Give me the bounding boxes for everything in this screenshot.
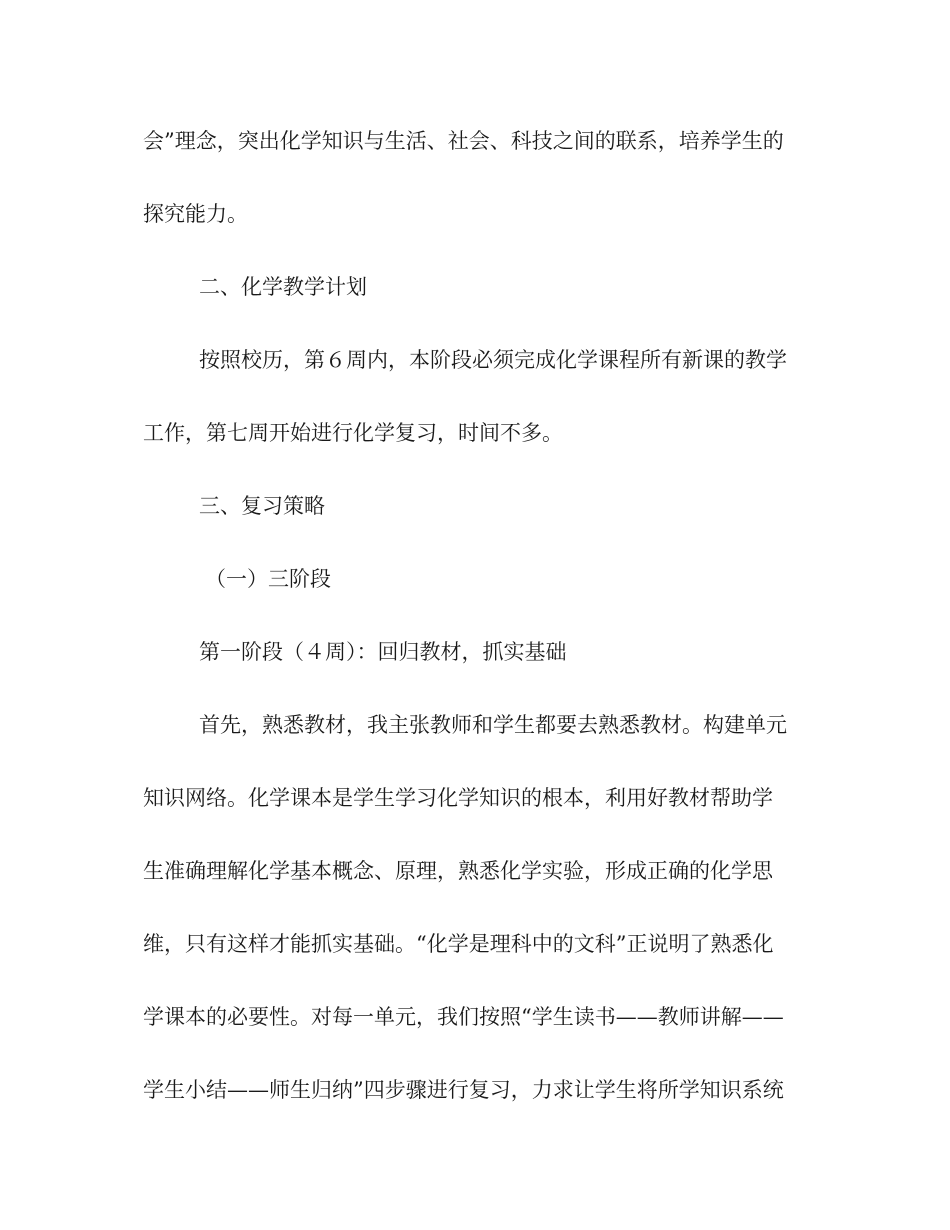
text-line: 按照校历，第６周内，本阶段必须完成化学课程所有新课的教学 [199,348,787,372]
text-line: 首先，熟悉教材，我主张教师和学生都要去熟悉教材。构建单元 [199,713,787,737]
text-line: 学生小结——师生归纳”四步骤进行复习，力求让学生将所学知识系统 [143,1078,784,1102]
subsection-heading: （一）三阶段 [205,567,331,591]
text-line: 工作，第七周开始进行化学复习，时间不多。 [143,421,563,445]
subsection-heading: 第一阶段（４周）：回归教材，抓实基础 [199,640,567,664]
section-heading: 三、复习策略 [199,494,325,518]
text-line: 学课本的必要性。对每一单元，我们按照“学生读书——教师讲解—— [143,1005,784,1029]
text-line: 知识网络。化学课本是学生学习化学知识的根本，利用好教材帮助学 [143,786,773,810]
text-line: 探究能力。 [143,202,248,226]
text-line: 会”理念，突出化学知识与生活、社会、科技之间的联系，培养学生的 [143,129,784,153]
text-line: 维，只有这样才能抓实基础。“化学是理科中的文科”正说明了熟悉化 [143,932,774,956]
section-heading: 二、化学教学计划 [199,275,367,299]
text-line: 生准确理解化学基本概念、原理，熟悉化学实验，形成正确的化学思 [143,859,773,883]
